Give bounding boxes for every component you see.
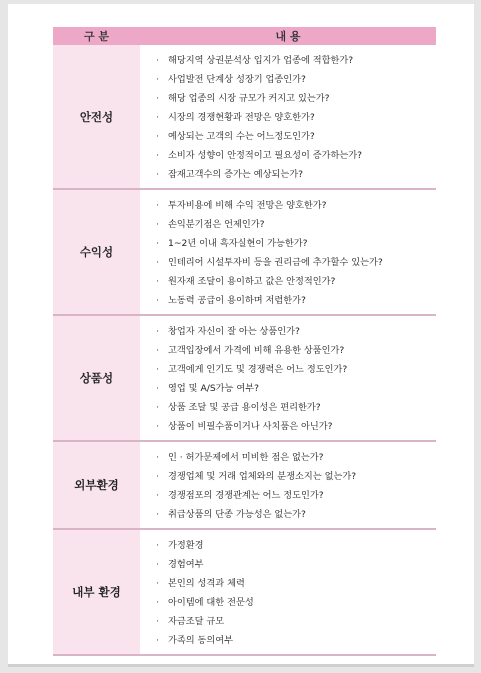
bullet-icon: · [156,421,159,432]
item-text: 고객에게 인기도 및 경쟁력은 어느 정도인가? [168,364,348,375]
bullet-icon: · [156,257,159,268]
list-item [156,146,436,165]
bullet-icon: · [156,402,159,413]
bullet-icon: · [156,471,159,482]
item-text: 사업발전 단계상 성장기 업종인가? [168,74,306,85]
list-item [156,379,436,398]
header-content: 내 용 [140,27,436,45]
list-item [156,417,436,436]
bullet-icon: · [156,93,159,104]
bullet-icon: · [156,200,159,211]
list-item [156,467,436,486]
item-list [140,190,436,314]
list-item [156,486,436,505]
list-item [156,593,436,612]
item-text: 경쟁점포의 경쟁관계는 어느 정도인가? [168,490,324,501]
list-item [156,574,436,593]
items-cell [140,441,436,529]
bullet-icon: · [156,578,159,589]
bullet-icon: · [156,364,159,375]
bullet-icon: · [156,326,159,337]
item-text: 해당지역 상권분석상 입지가 업종에 적합한가? [168,55,354,66]
item-text: 잠재고객수의 증가는 예상되는가? [168,169,303,180]
item-text: 자금조달 규모 [168,616,225,627]
category-cell: 외부환경 [53,441,140,529]
bullet-icon: · [156,452,159,463]
list-item [156,253,436,272]
item-text: 경험여부 [168,559,204,570]
list-item [156,555,436,574]
list-item [156,505,436,524]
item-text: 인테리어 시설투자비 등을 권리금에 추가할수 있는가? [168,257,383,268]
list-item [156,322,436,341]
list-item [156,51,436,70]
items-cell [140,315,436,441]
item-text: 본인의 성격과 체력 [168,578,245,589]
list-item [156,612,436,631]
category-cell: 내부 환경 [53,529,140,655]
item-text: 취급상품의 단종 가능성은 없는가? [168,509,306,520]
item-text: 인 · 허가문제에서 미비한 점은 없는가? [168,452,324,463]
bullet-icon: · [156,383,159,394]
category-cell: 상품성 [53,315,140,441]
list-item [156,631,436,650]
item-text: 경쟁업체 및 거래 업체와의 분쟁소지는 없는가? [168,471,357,482]
item-text: 창업자 자신이 잘 아는 상품인가? [168,326,300,337]
category-cell: 수익성 [53,189,140,315]
list-item [156,398,436,417]
item-list [140,45,436,188]
bullet-icon: · [156,490,159,501]
list-item [156,89,436,108]
table-header-row [53,27,436,45]
item-text: 해당 업종의 시장 규모가 커지고 있는가? [168,93,330,104]
list-item [156,215,436,234]
bullet-icon: · [156,597,159,608]
list-item [156,70,436,89]
list-item [156,108,436,127]
item-text: 원자재 조달이 용이하고 값은 안정적인가? [168,276,336,287]
item-text: 시장의 경쟁현황과 전망은 양호한가? [168,112,315,123]
bullet-icon: · [156,169,159,180]
list-item [156,234,436,253]
item-text: 가족의 동의여부 [168,635,234,646]
item-text: 고객입장에서 가격에 비해 유용한 상품인가? [168,345,345,356]
bullet-icon: · [156,74,159,85]
table-row [53,441,436,529]
bullet-icon: · [156,295,159,306]
list-item [156,196,436,215]
table-row [53,529,436,655]
bullet-icon: · [156,55,159,66]
item-list [140,530,436,654]
item-text: 아이템에 대한 전문성 [168,597,254,608]
items-cell [140,189,436,315]
table-body [53,45,436,655]
item-text: 1~2년 이내 흑자실현이 가능한가? [168,238,308,249]
bullet-icon: · [156,540,159,551]
bullet-icon: · [156,238,159,249]
bullet-icon: · [156,112,159,123]
item-text: 투자비용에 비해 수익 전망은 양호한가? [168,200,327,211]
header-category: 구 분 [53,27,140,45]
list-item [156,127,436,146]
checklist-table [53,27,436,656]
item-list [140,442,436,528]
bullet-icon: · [156,559,159,570]
bullet-icon: · [156,131,159,142]
item-list [140,316,436,440]
item-text: 예상되는 고객의 수는 어느정도인가? [168,131,315,142]
table-row [53,189,436,315]
item-text: 노동력 공급이 용이하며 저렴한가? [168,295,306,306]
bullet-icon: · [156,635,159,646]
item-text: 상품이 비필수품이거나 사치품은 아닌가? [168,421,333,432]
list-item [156,165,436,184]
category-cell: 안전성 [53,45,140,189]
item-text: 상품 조달 및 공급 용이성은 편리한가? [168,402,321,413]
item-text: 손익분기점은 언제인가? [168,219,265,230]
bullet-icon: · [156,150,159,161]
items-cell [140,529,436,655]
list-item [156,536,436,555]
items-cell [140,45,436,189]
list-item [156,291,436,310]
list-item [156,272,436,291]
table-row [53,45,436,189]
bullet-icon: · [156,276,159,287]
item-text: 가정환경 [168,540,204,551]
bullet-icon: · [156,616,159,627]
bullet-icon: · [156,219,159,230]
list-item [156,448,436,467]
list-item [156,360,436,379]
document-card [8,4,474,667]
item-text: 소비자 성향이 안정적이고 필요성이 증가하는가? [168,150,363,161]
table-row [53,315,436,441]
item-text: 영업 및 A/S가능 여부? [168,383,259,394]
list-item [156,341,436,360]
bullet-icon: · [156,345,159,356]
bullet-icon: · [156,509,159,520]
